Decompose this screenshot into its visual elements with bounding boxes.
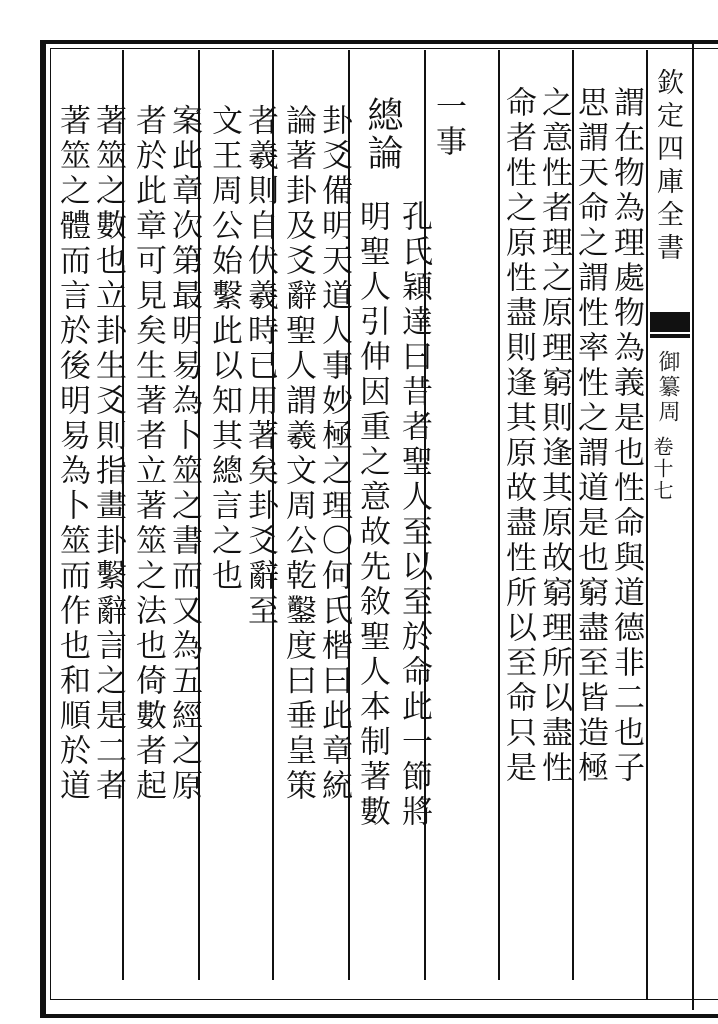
- text-column: 思謂天命之謂性率性之謂道是也窮盡至皆造極: [572, 86, 608, 786]
- text-column: 命者性之原性盡則逢其原故盡性所以至命只是: [500, 86, 536, 786]
- volume-label: 卷十七: [650, 436, 674, 502]
- margin-rule: [692, 40, 694, 1010]
- fishtail-mark-line: [650, 334, 690, 338]
- text-column: 之意性者理之原理窮則逢其原故窮理所以盡性: [536, 86, 572, 786]
- book-title: 欽定四庫全書: [652, 68, 683, 266]
- text-column: 孔氏穎達曰昔者聖人至以至於命此一節將: [396, 200, 432, 830]
- chapter-label: 御纂周: [655, 350, 680, 425]
- fishtail-mark: [650, 312, 690, 332]
- text-column: 明聖人引伸因重之意故先敘聖人本制著數: [354, 200, 390, 830]
- text-column: 者羲則自伏羲時已用著矣卦爻辭至: [242, 104, 278, 629]
- text-column: 著筮之體而言於後明易為卜筮而作也和順於道: [54, 104, 90, 804]
- text-column: 卦爻備明天道人事妙極之理〇何氏楷曰此章統: [316, 104, 352, 804]
- text-column: 謂在物為理處物為義是也性命與道德非二也子: [608, 86, 644, 786]
- text-column: 一事: [430, 90, 466, 160]
- text-column: 文王周公始繫此以知其總言之也: [206, 104, 242, 594]
- section-heading: 總論: [362, 96, 403, 172]
- text-column: 者於此章可見矣生著者立著筮之法也倚數者起: [130, 104, 166, 804]
- column-rule: [646, 50, 648, 1000]
- text-column: 著筮之數也立卦生爻則指畫卦繫辭言之是二者: [90, 104, 126, 804]
- text-column: 論著卦及爻辭聖人謂羲文周公乾鑿度曰垂皇策: [280, 104, 316, 804]
- text-column: 案此章次第最明易為卜筮之書而又為五經之原: [166, 104, 202, 804]
